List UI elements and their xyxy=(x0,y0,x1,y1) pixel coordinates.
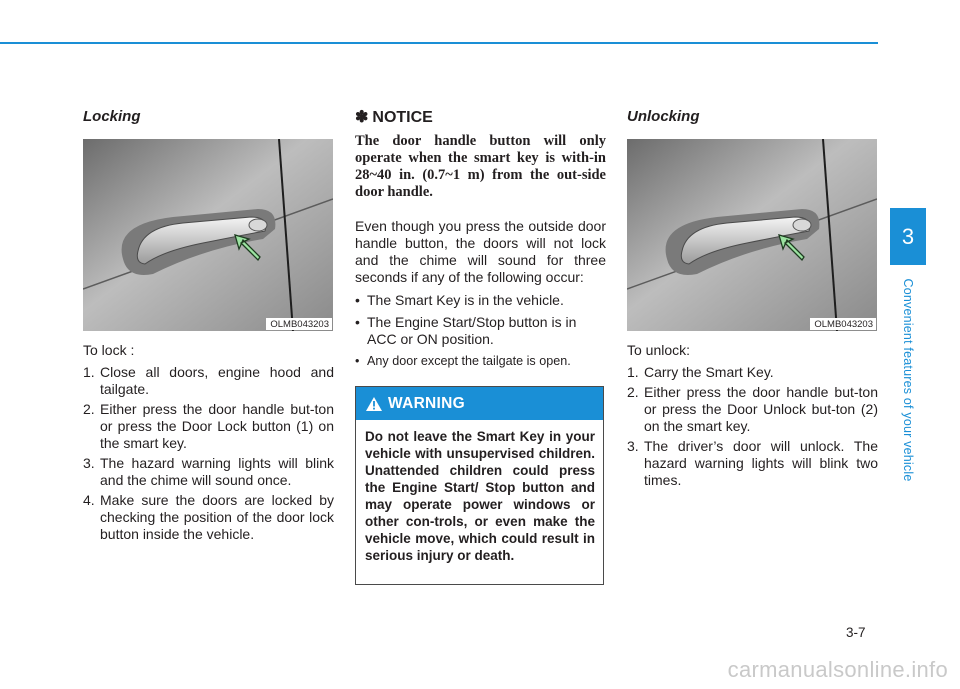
door-handle-illustration xyxy=(83,139,333,331)
bullet-icon: • xyxy=(355,354,360,368)
watermark: carmanualsonline.info xyxy=(727,657,948,682)
step-number: 3. xyxy=(83,455,95,471)
step-text: Either press the door handle but-ton or press the Door Unlock but-ton (2) on the smart key. xyxy=(644,384,878,434)
step-number: 4. xyxy=(83,492,95,508)
bullet-text: Any door except the tailgate is open. xyxy=(367,354,571,368)
step-text: The hazard warning lights will blink and the chime will sound once. xyxy=(100,455,334,488)
locking-steps xyxy=(83,364,334,543)
unlocking-intro: To unlock: xyxy=(627,342,691,358)
door-handle-photo-locking xyxy=(83,139,333,331)
header-rule xyxy=(0,42,878,44)
notice-star-icon: ✽ xyxy=(355,109,369,126)
warning-triangle-icon xyxy=(366,397,382,411)
unlocking-steps xyxy=(627,364,878,489)
locking-section xyxy=(83,108,334,546)
warning-box xyxy=(355,386,604,585)
door-handle-illustration xyxy=(627,139,877,331)
page-number: 3-7 xyxy=(846,625,866,640)
unlocking-heading: Unlocking xyxy=(627,108,700,125)
chapter-title xyxy=(898,268,918,492)
bullet-icon: • xyxy=(355,314,360,330)
chapter-title-text: Convenient features of your vehicle xyxy=(901,278,915,482)
list-item xyxy=(355,314,606,348)
list-item xyxy=(627,364,878,381)
warning-text: Do not leave the Smart Key in your vehicle with unsupervised children. Unattended children could press the Engine Start/ Stop button and may operate power windows or other con-trols, or even make the vehicle move, which could result in serious injury or death. xyxy=(365,429,595,563)
step-text: Make sure the doors are locked by checking the position of the door lock button inside the vehicle. xyxy=(100,492,334,542)
unlocking-section xyxy=(627,108,878,492)
bullet-text: The Smart Key is in the vehicle. xyxy=(367,292,564,308)
step-text: Carry the Smart Key. xyxy=(644,364,774,380)
bullet-text: The Engine Start/Stop button is in ACC or ON position. xyxy=(367,314,577,347)
door-handle-photo-unlocking xyxy=(627,139,877,331)
image-code: OLMB043203 xyxy=(266,318,332,330)
list-item xyxy=(83,492,334,543)
notice-lead: The door handle button will only operate when the smart key is with-in 28~40 in. (0.7~1 m) from the out-side door handle. xyxy=(355,133,606,200)
bullet-icon: • xyxy=(355,292,360,308)
list-item xyxy=(627,438,878,489)
warning-title: WARNING xyxy=(388,394,466,412)
step-number: 1. xyxy=(83,364,95,380)
list-item xyxy=(83,401,334,452)
notice-section xyxy=(355,108,606,375)
chapter-tab[interactable]: 3 xyxy=(890,208,926,265)
notice-title xyxy=(355,108,606,128)
list-item xyxy=(83,364,334,398)
notice-body: Even though you press the outside door handle button, the doors will not lock and the chime will sound for three seconds if any of the following occur: xyxy=(355,218,606,285)
warning-header xyxy=(356,387,603,420)
locking-intro: To lock : xyxy=(83,342,135,358)
list-item xyxy=(355,292,606,309)
list-item xyxy=(83,455,334,489)
step-text: Close all doors, engine hood and tailgate. xyxy=(100,364,334,397)
step-number: 3. xyxy=(627,438,639,454)
image-code: OLMB043203 xyxy=(810,318,876,330)
list-item xyxy=(355,353,606,370)
notice-bullets xyxy=(355,292,606,370)
step-text: Either press the door handle but-ton or press the Door Lock button (1) on the smart key. xyxy=(100,401,334,451)
step-number: 2. xyxy=(627,384,639,400)
locking-heading: Locking xyxy=(83,108,141,125)
list-item xyxy=(627,384,878,435)
step-number: 1. xyxy=(627,364,639,380)
step-text: The driver’s door will unlock. The hazard warning lights will blink two times. xyxy=(644,438,878,488)
notice-title-text: NOTICE xyxy=(372,109,433,126)
step-number: 2. xyxy=(83,401,95,417)
